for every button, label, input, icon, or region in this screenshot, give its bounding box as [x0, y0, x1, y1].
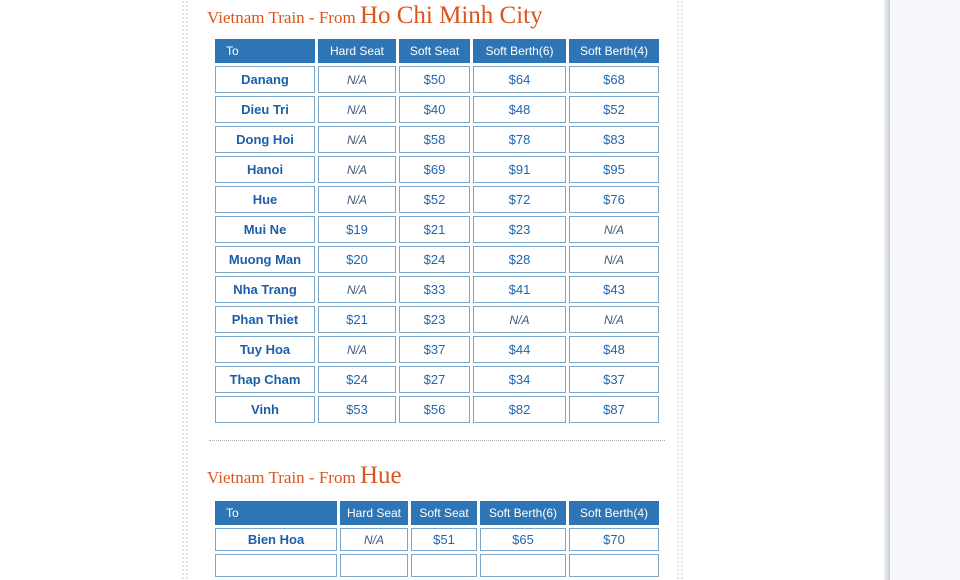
price-cell: $33 [399, 276, 470, 303]
col-header-hard-seat: Hard Seat [318, 39, 396, 63]
table-row [215, 66, 659, 93]
price-cell: $48 [569, 336, 659, 363]
destination-cell: Thap Cham [215, 366, 315, 393]
price-cell: $91 [473, 156, 566, 183]
col-header-soft-seat: Soft Seat [399, 39, 470, 63]
title-prefix: Vietnam Train - From [207, 468, 356, 487]
table-row [215, 126, 659, 153]
destination-cell: Dong Hoi [215, 126, 315, 153]
col-header-to: To [215, 501, 337, 525]
price-cell: $37 [399, 336, 470, 363]
price-cell: $58 [399, 126, 470, 153]
price-cell [569, 554, 659, 577]
col-header-to: To [215, 39, 315, 63]
price-cell: $40 [399, 96, 470, 123]
price-cell: N/A [473, 306, 566, 333]
destination-cell: Dieu Tri [215, 96, 315, 123]
table-row [215, 396, 659, 423]
price-cell: $44 [473, 336, 566, 363]
section-title-hcmc [207, 0, 667, 32]
price-cell: $72 [473, 186, 566, 213]
price-cell: $76 [569, 186, 659, 213]
price-cell: $21 [318, 306, 396, 333]
page-right-gutter [890, 0, 960, 580]
destination-cell: Hue [215, 186, 315, 213]
header-row [215, 39, 659, 63]
section-title-hue [207, 462, 667, 492]
table-row [215, 246, 659, 273]
col-header-soft-berth4: Soft Berth(4) [569, 39, 659, 63]
price-cell: $37 [569, 366, 659, 393]
title-prefix: Vietnam Train - From [207, 8, 356, 27]
col-header-hard-seat: Hard Seat [340, 501, 408, 525]
table-row [215, 366, 659, 393]
price-cell: $28 [473, 246, 566, 273]
price-cell: $68 [569, 66, 659, 93]
destination-cell: Danang [215, 66, 315, 93]
price-cell: $24 [318, 366, 396, 393]
section-divider [209, 440, 665, 441]
price-cell: N/A [318, 156, 396, 183]
price-cell: N/A [569, 216, 659, 243]
col-header-soft-berth6: Soft Berth(6) [473, 39, 566, 63]
price-cell: N/A [318, 186, 396, 213]
price-cell: $19 [318, 216, 396, 243]
left-column-dotted-border [181, 0, 189, 580]
price-cell: $64 [473, 66, 566, 93]
price-cell: $70 [569, 528, 659, 551]
price-cell [215, 554, 337, 577]
table-row [215, 528, 659, 551]
price-cell: N/A [318, 126, 396, 153]
price-cell: $50 [399, 66, 470, 93]
table-row [215, 186, 659, 213]
header-row [215, 501, 659, 525]
price-cell: $52 [399, 186, 470, 213]
price-cell: N/A [569, 246, 659, 273]
price-cell: $78 [473, 126, 566, 153]
destination-cell: Hanoi [215, 156, 315, 183]
price-cell: $53 [318, 396, 396, 423]
table-row [215, 156, 659, 183]
price-cell [411, 554, 477, 577]
price-cell: $56 [399, 396, 470, 423]
clipped-next-row [215, 554, 659, 577]
price-cell: N/A [318, 276, 396, 303]
destination-cell: Phan Thiet [215, 306, 315, 333]
price-cell: N/A [318, 66, 396, 93]
title-city: Ho Chi Minh City [359, 2, 543, 29]
price-cell: $87 [569, 396, 659, 423]
destination-cell: Bien Hoa [215, 528, 337, 551]
price-cell [480, 554, 566, 577]
price-cell [340, 554, 408, 577]
price-cell: $20 [318, 246, 396, 273]
destination-cell: Muong Man [215, 246, 315, 273]
col-header-soft-berth4: Soft Berth(4) [569, 501, 659, 525]
main-content-column [207, 0, 667, 580]
price-cell: N/A [569, 306, 659, 333]
col-header-soft-seat: Soft Seat [411, 501, 477, 525]
price-cell: $48 [473, 96, 566, 123]
price-cell: $65 [480, 528, 566, 551]
price-cell: $21 [399, 216, 470, 243]
table-row [215, 336, 659, 363]
price-cell: N/A [340, 528, 408, 551]
price-cell: $23 [399, 306, 470, 333]
destination-cell: Nha Trang [215, 276, 315, 303]
price-cell: $34 [473, 366, 566, 393]
price-cell: $51 [411, 528, 477, 551]
price-cell: $69 [399, 156, 470, 183]
price-cell: N/A [318, 336, 396, 363]
price-cell: $24 [399, 246, 470, 273]
price-table-hcmc [212, 36, 662, 426]
price-cell: $52 [569, 96, 659, 123]
destination-cell: Mui Ne [215, 216, 315, 243]
col-header-soft-berth6: Soft Berth(6) [480, 501, 566, 525]
right-column-dotted-border [676, 0, 684, 580]
price-cell: N/A [318, 96, 396, 123]
price-cell: $43 [569, 276, 659, 303]
destination-cell: Tuy Hoa [215, 336, 315, 363]
price-cell: $83 [569, 126, 659, 153]
price-table-hue [212, 498, 662, 580]
destination-cell: Vinh [215, 396, 315, 423]
price-cell: $82 [473, 396, 566, 423]
price-cell: $23 [473, 216, 566, 243]
title-city: Hue [359, 462, 402, 489]
price-cell: $27 [399, 366, 470, 393]
table-row [215, 276, 659, 303]
price-cell: $95 [569, 156, 659, 183]
price-cell: $41 [473, 276, 566, 303]
table-row [215, 216, 659, 243]
table-row [215, 306, 659, 333]
table-row [215, 96, 659, 123]
